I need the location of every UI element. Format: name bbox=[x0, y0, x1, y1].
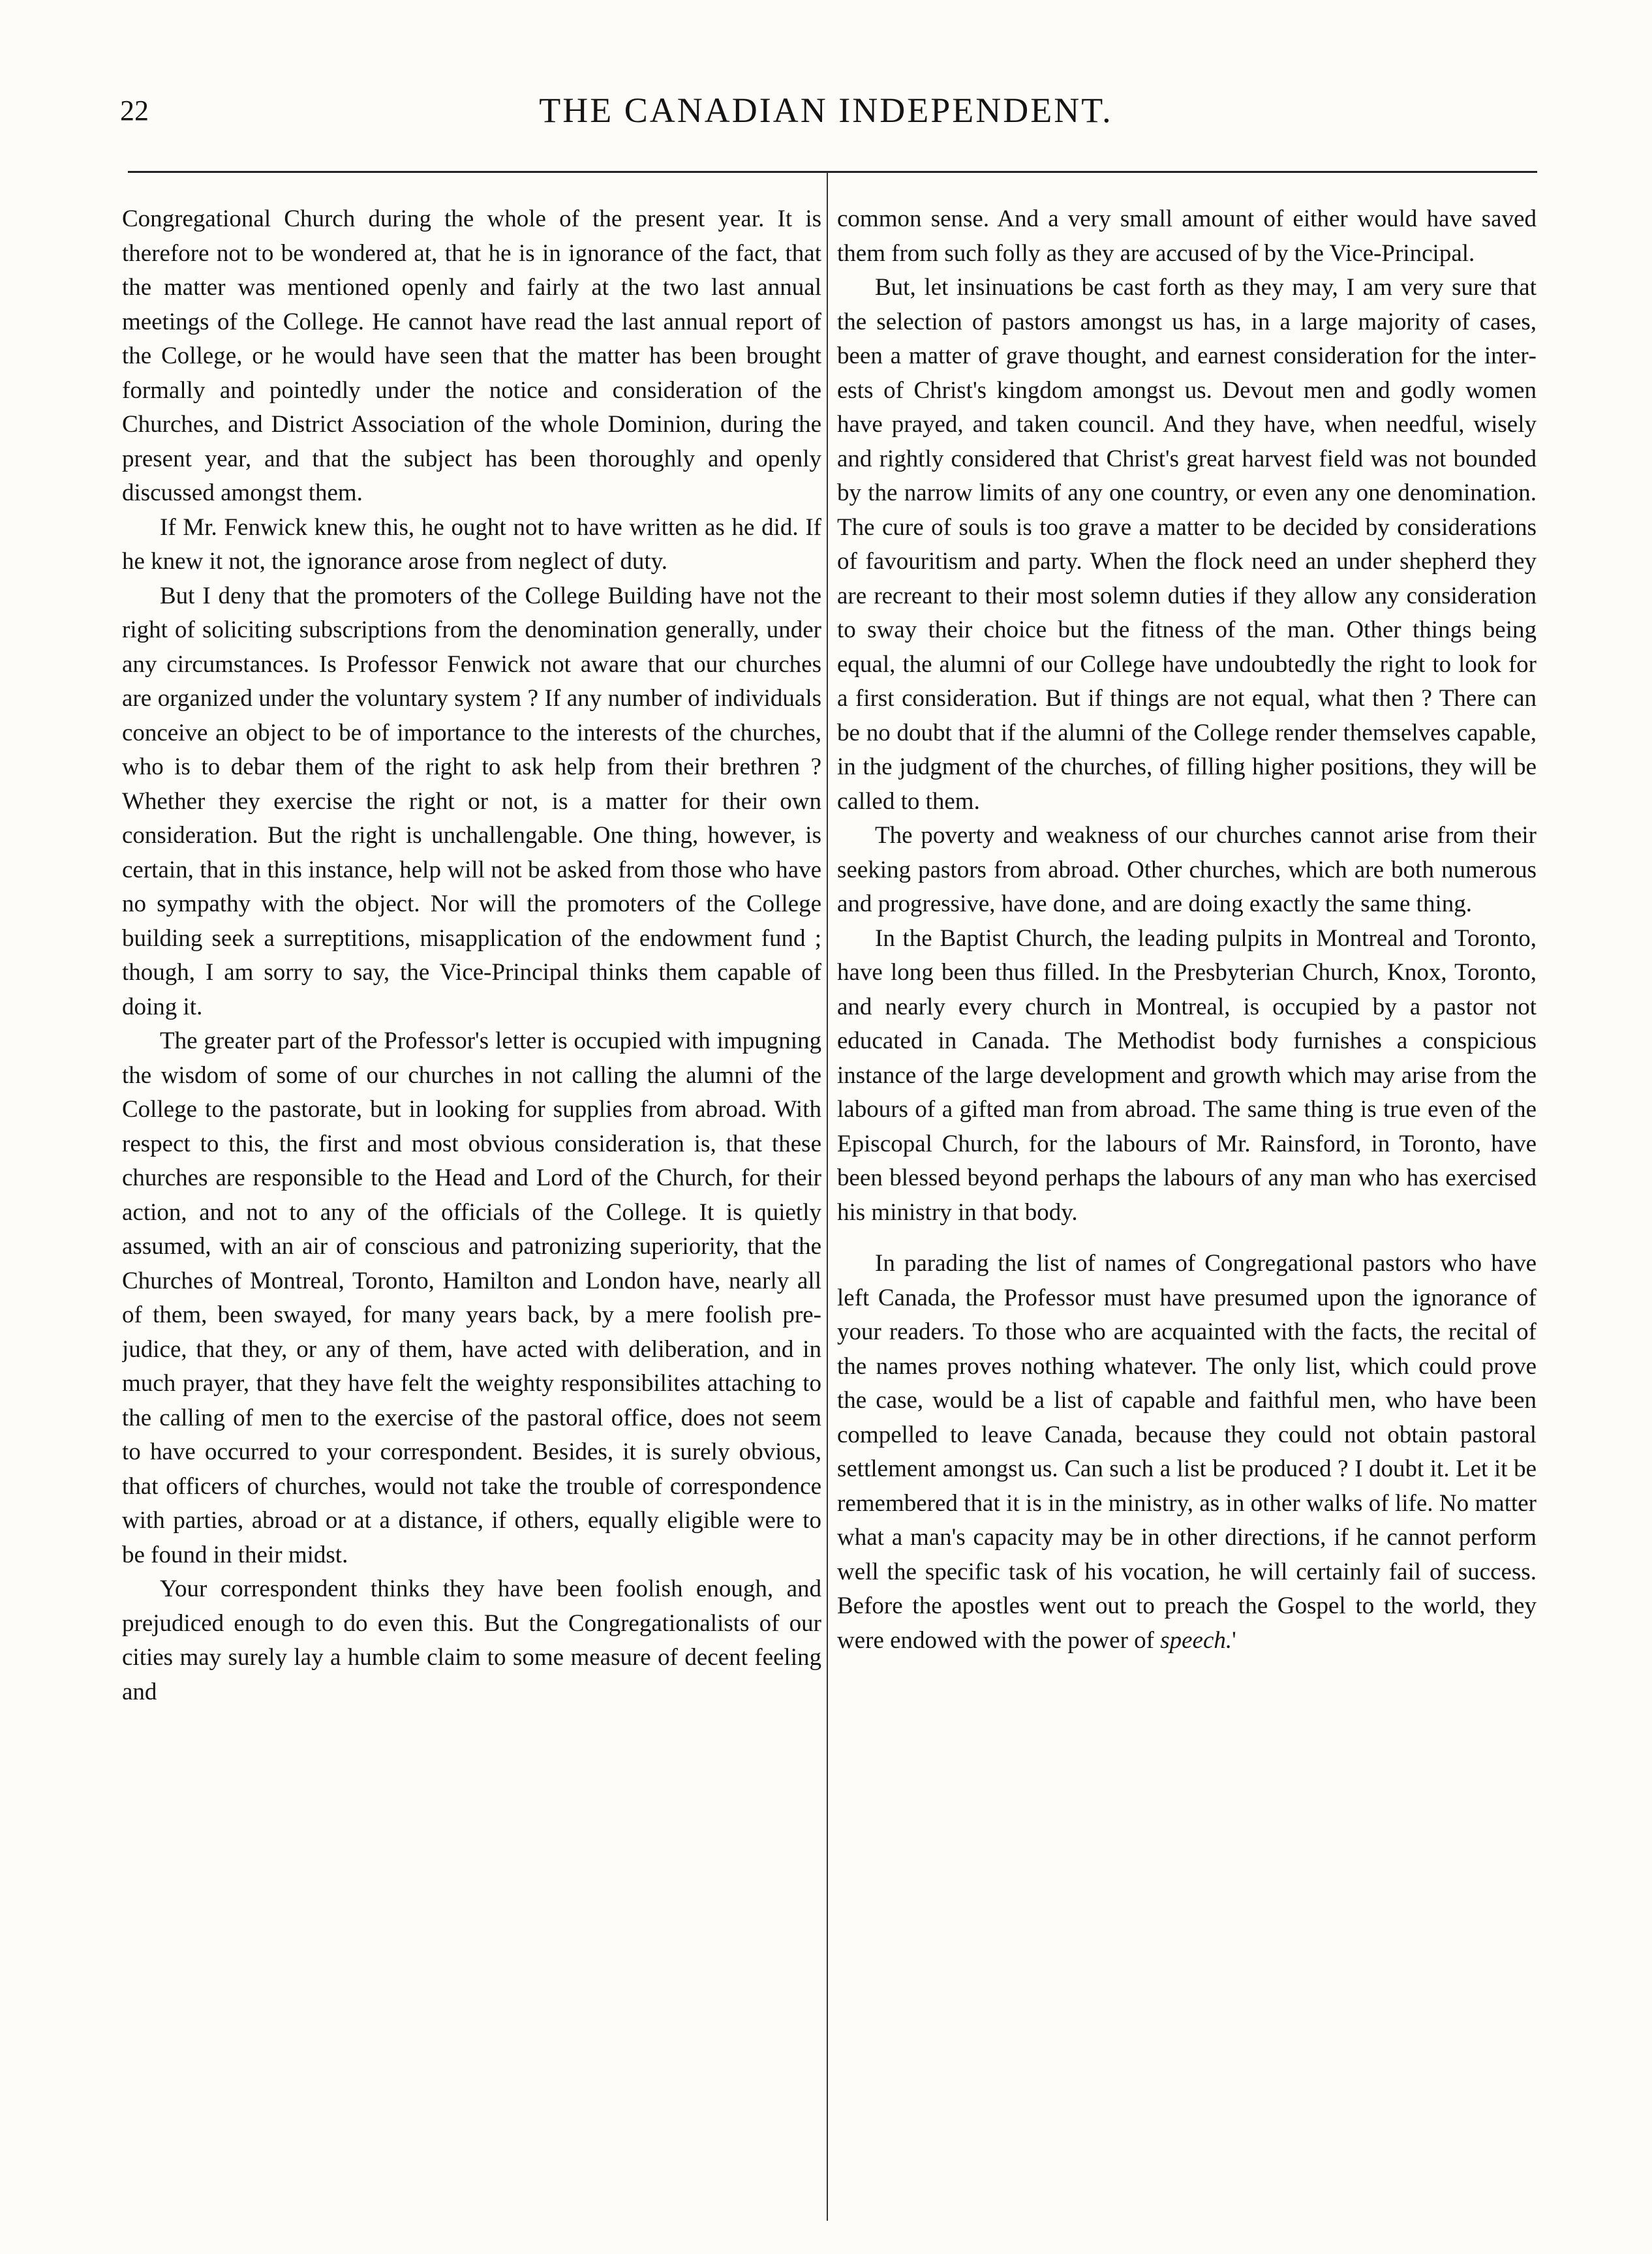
column-rule bbox=[827, 172, 828, 2221]
paragraph: The greater part of the Professor's letter is occupied with impugning the wisdom of some of our churches in not calling the alumni of the College to the pastorate, but in looking for supplies from abroad. With respect to this, the first and most obvious consideration is, that these churches are responsible to the Head and Lord of the Church, for their action, and not to any of the officials of the College. It is quietly assumed, with an air of conscious and patronizing superiority, that the Churches of Montreal, Toronto, Hamilton and London have, nearly all of them, been swayed, for many years back, by a mere foolish prejudice, that they, or any of them, have acted with deliberation, and in much prayer, that they have felt the weighty responsibilites attaching to the calling of men to the exercise of the pastoral office, does not seem to have occurred to your correspondent. Besides, it is surely obvious, that officers of churches, would not take the trouble of correspondence with parties, abroad or at a distance, if others, equally eligible were to be found in their midst. bbox=[122, 1028, 821, 1568]
paragraph: Your correspondent thinks they have been foolish enough, and prejudiced enough to do even this. But the Congregationalists of our cities may surely lay a humble claim to some measure of decent feeling and bbox=[122, 1576, 821, 1705]
emphasized-word: speech. bbox=[1160, 1626, 1232, 1654]
right-column bbox=[837, 202, 1537, 2199]
closing-mark: ' bbox=[1232, 1626, 1236, 1654]
paragraph: But I deny that the promoters of the College Building have not the right of soliciting subscriptions from the denomination generally, under any circumstances. Is Professor Fenwick not aware that our churches are organized under the voluntary system ? If any number of individuals conceive an object to be of importance to the interests of the churches, who is to debar them of the right to ask help from their brethren ? Whether they exercise the right or not, is a matter for their own consideration. But the right is unchallengable. One thing, however, is certain, that in this instance, help will not be asked from those who have no sympathy with the object. Nor will the promoters of the College building seek a surreptitions, misapplication of the endowment fund ; though, I am sorry to say, the Vice-Principal thinks them capable of doing it. bbox=[122, 582, 821, 1020]
paragraph: But, let insinuations be cast forth as they may, I am very sure that the selection of pastors amongst us has, in a large majority of cases, been a matter of grave thought, and earnest consideration for the interests of Christ's kingdom amongst us. Devout men and godly women have prayed, and taken council. And they have, when needful, wisely and rightly considered that Christ's great harvest field was not bounded by the narrow limits of any one country, or even any one denomination. The cure of souls is too grave a matter to be decided by considerations of favouritism and party. When the flock need an under shepherd they are recreant to their most solemn duties if they allow any consideration to sway their choice but the fitness of the man. Other things being equal, the alumni of our College have undoubtedly the right to look for a first consideration. But if things are not equal, what then ? There can be no doubt that if the alumni of the College render themselves capable, in the judgment of the churches, of filling higher positions, they will be called to them. bbox=[837, 274, 1537, 815]
paragraph-text: In parading the list of names of Congregational pastors who have left Canada, the Professor must have presumed upon the ignorance of your readers. To those who are acquainted with the facts, the recital of the names proves nothing whatever. The only list, which could prove the case, would be a list of capable and faithful men, who have been compelled to leave Canada, because they could not obtain pastoral settlement amongst us. Can such a list be produced ? I doubt it. Let it be remembered that it is in the ministry, as in other walks of life. No matter what a man's capacity may be in other directions, if he cannot perform well the specific task of his vocation, he will certainly fail of success. Before the apostles went out to preach the Gospel to the world, they were endowed with the power of bbox=[837, 1250, 1537, 1654]
running-title: THE CANADIAN INDEPENDENT. bbox=[539, 91, 1113, 130]
paragraph: If Mr. Fenwick knew this, he ought not to have written as he did. If he knew it not, the ignorance arose from neglect of duty. bbox=[122, 513, 821, 575]
paragraph: common sense. And a very small amount of either would have saved them from such folly as they are accused of by the Vice-Principal. bbox=[837, 206, 1537, 267]
page-number: 22 bbox=[120, 95, 149, 127]
paragraph: Congregational Church during the whole of the present year. It is therefore not to be wondered at, that he is in ignorance of the fact, that the matter was mentioned openly and fairly at the two last annual meetings of the College. He cannot have read the last annual report of the College, or he would have seen that the matter has been brought formally and pointedly under the notice and consideration of the Churches, and District Association of the whole Dominion, during the present year, and that the subject has been thoroughly and openly discussed amongst them. bbox=[122, 206, 821, 506]
final-paragraph bbox=[837, 1247, 1537, 1658]
paragraph: In the Baptist Church, the leading pulpits in Montreal and Toronto, have long been thus filled. In the Presbyterian Church, Knox, Toronto, and nearly every church in Montreal, is occupied by a pastor not educated in Canada. The Methodist body furnishes a conspicious instance of the large development and growth which may arise from the labours of a gifted man from abroad. The same thing is true even of the Episcopal Church, for the labours of Mr. Rainsford, in Toronto, have been blessed beyond perhaps the labours of any man who has exercised his ministry in that body. bbox=[837, 924, 1537, 1226]
left-column bbox=[122, 202, 821, 2199]
paragraph: The poverty and weakness of our churches cannot arise from their seeking pastors from abroad. Other churches, which are both numerous and progressive, have done, and are doing exactly the same thing. bbox=[837, 822, 1537, 917]
header-rule bbox=[128, 171, 1537, 173]
